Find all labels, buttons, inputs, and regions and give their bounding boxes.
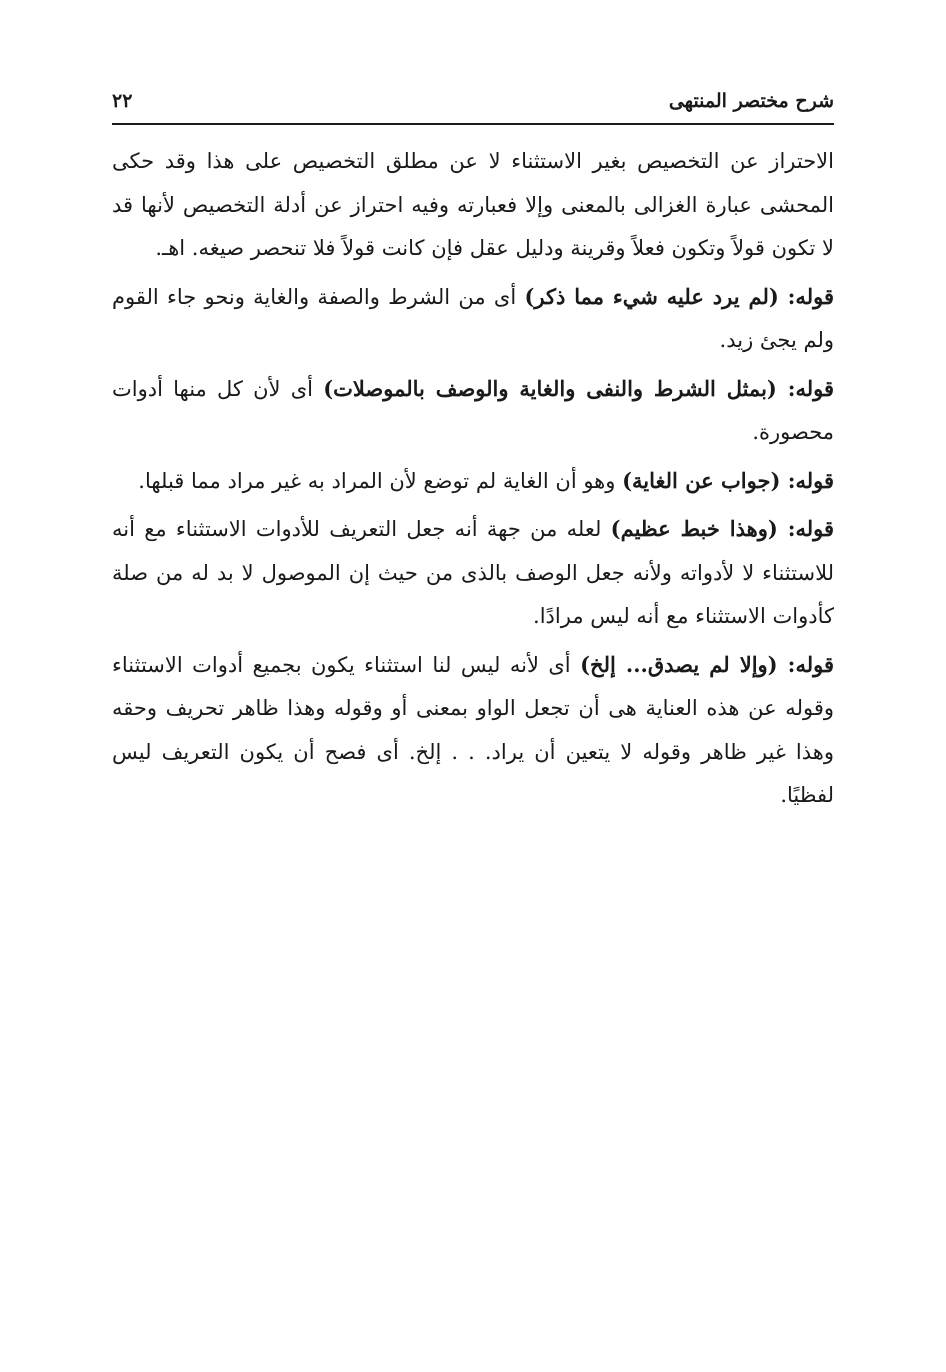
quoted-phrase: (جواب عن الغاية) [622,467,781,493]
paragraph-lead: قوله: [777,651,834,677]
commentary-body [112,140,834,822]
paragraph-text: أى لأنه ليس لنا استثناء يكون بجميع أدوات الاستثناء وقوله عن هذه العناية هى أن تجعل الواو بمعنى أو وقوله وهذا ظاهر تحريف وحقه وهذا غير ظاهر وقوله لا يتعين أن يراد. . . إلخ. أى فصح أن يكون التعريف ليس لفظيًا. [112,652,834,807]
paragraph-text: وهو أن الغاية لم توضع لأن المراد به غير مراد مما قبلها. [138,468,623,493]
page-number: ٢٢ [112,90,133,112]
paragraph-4 [112,459,834,504]
paragraph-text: أى لأن كل منها أدوات محصورة. [112,376,834,444]
paragraph-lead: قوله: [777,516,835,541]
paragraph-text: لعله من جهة أنه جعل التعريف للأدوات الاستثناء مع أنه للاستثناء لا لأدواته ولأنه جعل الوصف بالذى من حيث إن الموصول لا بد له من صلة كأدوات الاستثناء مع أنه ليس مرادًا. [112,517,834,628]
paragraph-1 [112,140,834,271]
quoted-phrase: (وهذا خبط عظيم) [610,516,778,541]
quoted-phrase: (بمثل الشرط والنفى والغاية والوصف بالموصلات) [323,375,777,401]
paragraph-3 [112,367,834,455]
quoted-phrase: (لم يرد عليه شيء مما ذكر) [524,283,779,309]
paragraph-lead: قوله: [780,467,834,493]
running-title: شرح مختصر المنتهى [668,90,834,112]
paragraph-lead: قوله: [776,375,834,401]
paragraph-6 [112,643,834,818]
paragraph-text: الاحتراز عن التخصيص بغير الاستثناء لا عن مطلق التخصيص على هذا وقد حكى المحشى عبارة الغزالى بالمعنى وإلا فعبارته وفيه احتراز عن أدلة التخصيص لأنها قد لا تكون قولاً وتكون فعلاً وقرينة ودليل عقل فإن كانت قولاً فلا تنحصر صيغه. اهـ. [112,149,834,260]
paragraph-text: أى من الشرط والصفة والغاية ونحو جاء القوم ولم يجئ زيد. [112,284,834,352]
quoted-phrase: (وإلا لم يصدق... إلخ) [580,651,778,677]
header-divider [112,123,834,125]
running-header [112,88,834,122]
paragraph-lead: قوله: [778,283,834,309]
paragraph-2 [112,275,834,363]
paragraph-5 [112,507,834,639]
